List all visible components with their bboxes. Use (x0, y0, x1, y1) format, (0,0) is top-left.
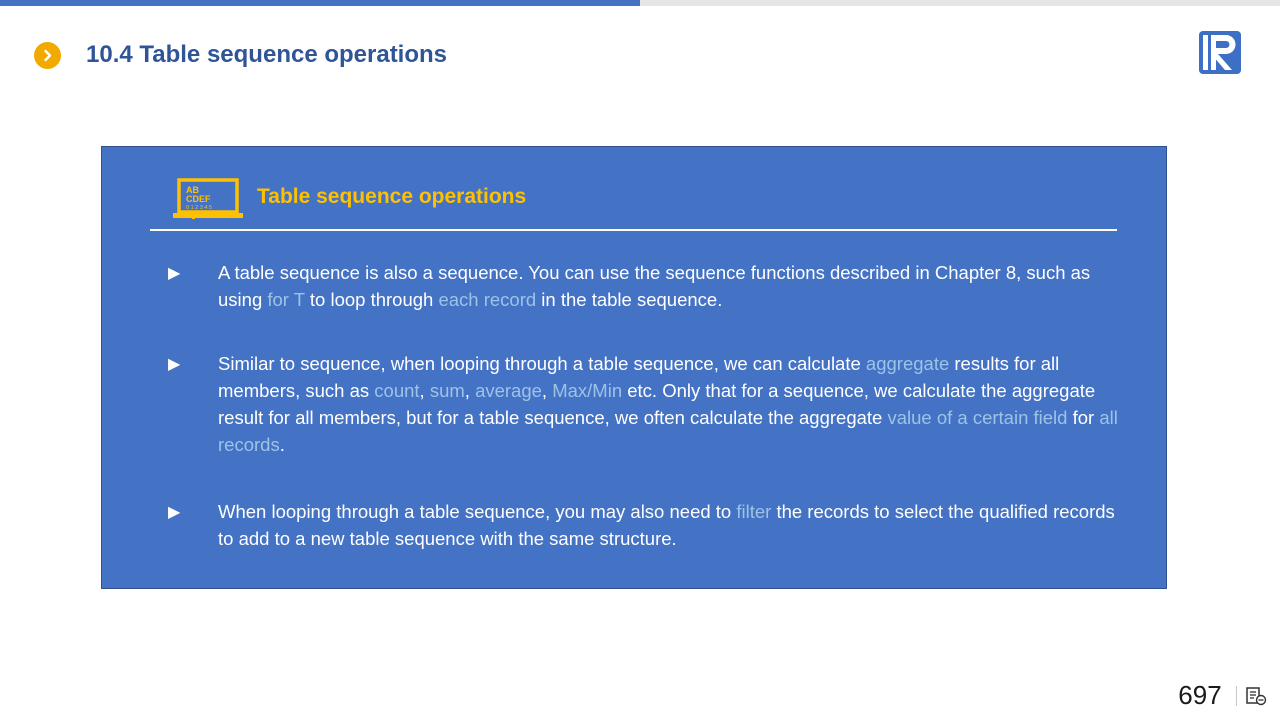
bullet-text (218, 350, 1123, 458)
blackboard-text-line2: CDEF (186, 194, 211, 204)
panel-title: Table sequence operations (257, 185, 527, 208)
progress-bar-fill (0, 0, 640, 6)
highlighted-term: sum (429, 380, 465, 401)
highlighted-term: count (374, 380, 420, 401)
r-logo (1199, 31, 1241, 74)
bullet-text-segment: , (464, 380, 476, 401)
chevron-right-circle-icon (34, 42, 61, 69)
bullet-text-segment: to loop through (304, 289, 439, 310)
progress-bar-track (0, 0, 1280, 6)
panel-divider (150, 229, 1117, 231)
bullet-marker: ▶ (168, 265, 181, 282)
highlighted-term: aggregate (865, 353, 950, 374)
bullet-marker: ▶ (168, 504, 181, 521)
blackboard-text-line1: AB (186, 185, 199, 195)
bullet-text-segment: A table sequence is also a sequence. You can use the sequence functions described in Chapter 8, such as using (218, 262, 1091, 310)
highlighted-term: value of a certain field (887, 407, 1068, 428)
highlighted-term: each record (438, 289, 537, 310)
blackboard-text-line3: 0 1 2 3 4 5 (186, 205, 212, 211)
bullet-text-segment: etc. Only that for a sequence, we calculate the aggregate result for all members, but for a table sequence, we often calculate the aggregate (218, 380, 1096, 428)
highlighted-term: Max/Min (552, 380, 623, 401)
bullet-text-segment: results for all members, such as (218, 353, 1060, 401)
bullet-text-segment: for (1067, 407, 1100, 428)
bullet-text (218, 498, 1123, 552)
bullet-text-segment: the records to select the qualified records to add to a new table sequence with the same structure. (218, 501, 1115, 549)
highlighted-term: for T (267, 289, 305, 310)
bullet-text-segment: , (541, 380, 553, 401)
blackboard-abc-icon (172, 177, 244, 219)
bullet-marker: ▶ (168, 356, 181, 373)
highlighted-term: filter (736, 501, 772, 522)
bullet-text-segment: Similar to sequence, when looping through a table sequence, we can calculate (218, 353, 866, 374)
content-panel (101, 146, 1167, 589)
bullet-text-segment: When looping through a table sequence, you may also need to (218, 501, 737, 522)
highlighted-term: average (475, 380, 542, 401)
page-number: 697 (1178, 680, 1222, 710)
notes-icon[interactable] (1245, 686, 1267, 706)
bullet-text-segment: in the table sequence. (536, 289, 723, 310)
bullet-text-segment: , (419, 380, 430, 401)
highlighted-term: all records (218, 407, 1118, 455)
bullet-text-segment: . (279, 434, 285, 455)
footer-divider (1236, 686, 1237, 706)
page-title: 10.4 Table sequence operations (86, 41, 448, 68)
bullet-text (218, 259, 1123, 313)
